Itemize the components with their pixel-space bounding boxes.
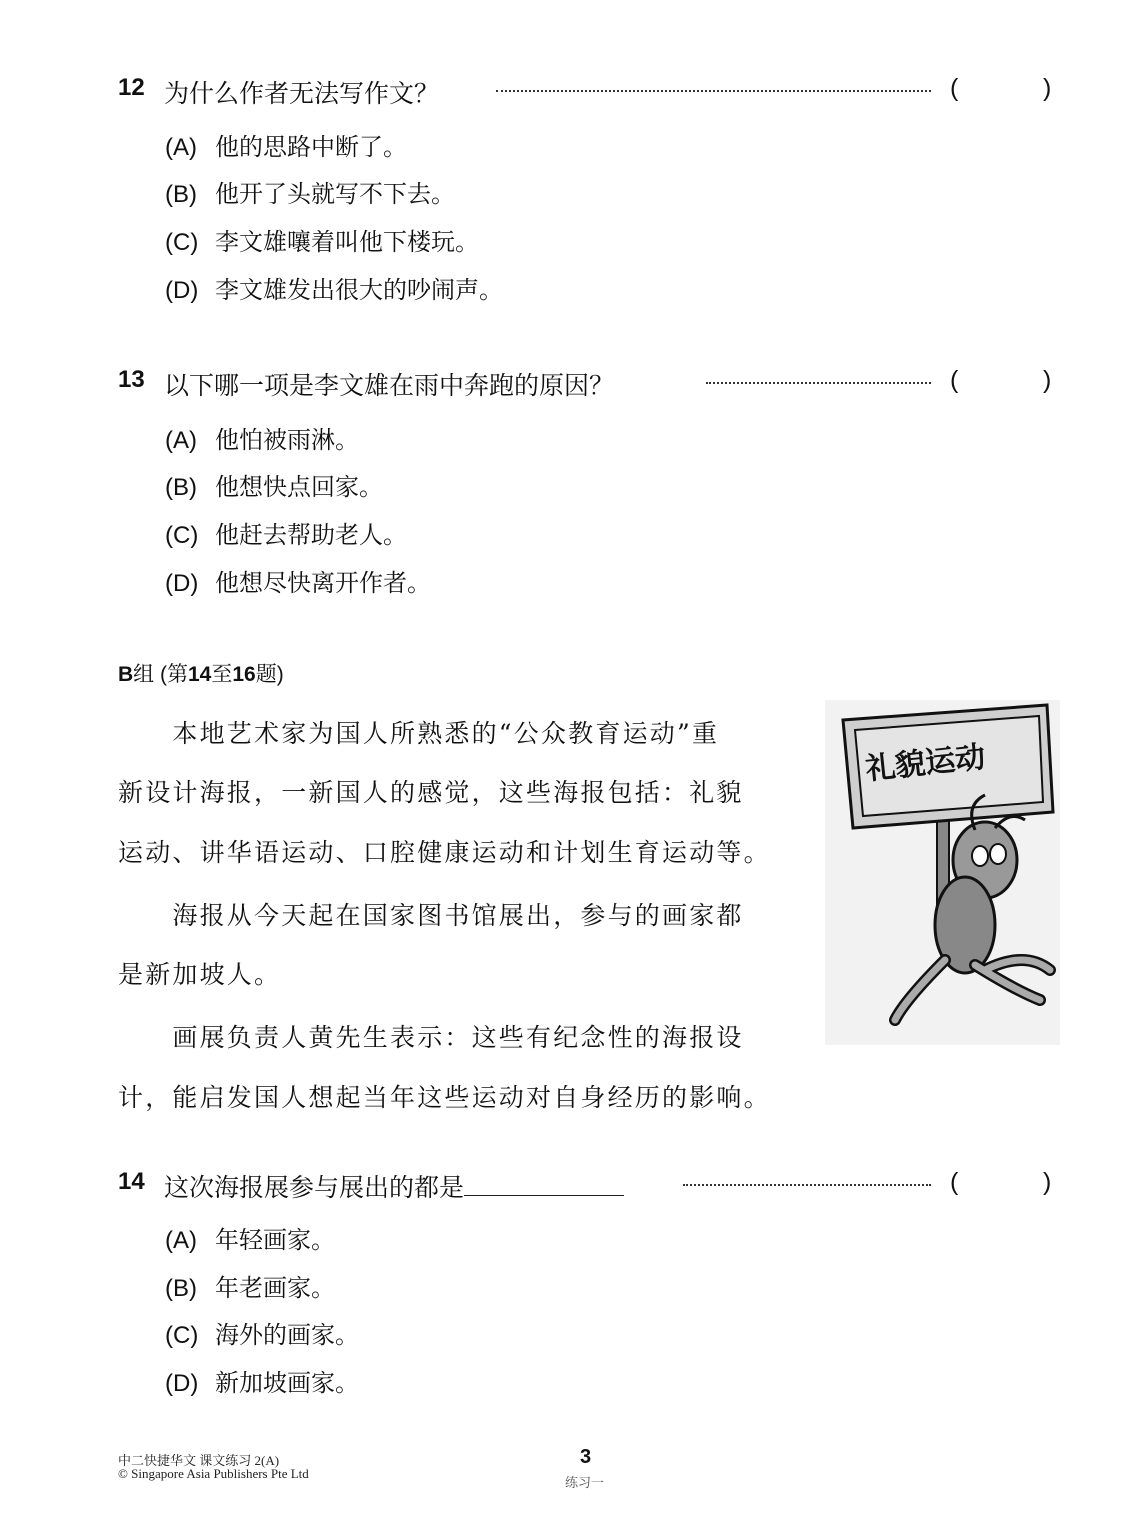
answer-paren-open[interactable]: ( xyxy=(950,1168,959,1196)
option-text: 李文雄嚷着叫他下楼玩。 xyxy=(215,228,479,256)
option-d xyxy=(165,1363,359,1398)
question-text: 以下哪一项是李文雄在雨中奔跑的原因？ xyxy=(164,371,615,400)
dotted-leader xyxy=(683,1184,931,1186)
option-label: (C) xyxy=(165,229,199,256)
option-a xyxy=(165,1220,335,1255)
section-heading xyxy=(118,658,284,688)
question-number: 13 xyxy=(118,366,145,393)
option-b xyxy=(165,467,383,502)
answer-paren-open[interactable]: ( xyxy=(950,366,959,394)
option-label: (C) xyxy=(165,1322,199,1349)
passage-line: 新设计海报，一新国人的感觉，这些海报包括：礼貌 xyxy=(118,778,744,807)
question-number: 14 xyxy=(118,1168,145,1195)
option-c xyxy=(165,1315,359,1350)
option-label: (A) xyxy=(165,1227,197,1254)
option-text: 年老画家。 xyxy=(215,1274,335,1302)
question-13 xyxy=(118,366,1058,406)
answer-paren-open[interactable]: ( xyxy=(950,74,959,102)
option-label: (B) xyxy=(165,474,197,501)
footer-exercise: 练习一 xyxy=(565,1475,605,1490)
question-number: 12 xyxy=(118,74,145,101)
sign-text: 礼貌运动 xyxy=(863,739,987,788)
question-12 xyxy=(118,74,1058,114)
page-number: 3 xyxy=(580,1446,592,1468)
question-text: 为什么作者无法写作文？ xyxy=(164,79,440,108)
option-text: 他的思路中断了。 xyxy=(215,133,407,161)
question-14 xyxy=(118,1168,1058,1208)
option-text: 新加坡画家。 xyxy=(215,1369,359,1397)
option-label: (D) xyxy=(165,570,199,597)
footer-book-title: 中二快捷华文 课文练习 2(A) xyxy=(118,1453,280,1468)
passage-line: 本地艺术家为国人所熟悉的“公众教育运动”重 xyxy=(118,719,720,748)
option-text: 他想尽快离开作者。 xyxy=(215,569,431,597)
option-label: (A) xyxy=(165,134,197,161)
option-text: 他想快点回家。 xyxy=(215,473,383,501)
section-from: 14 xyxy=(188,663,212,686)
option-text: 年轻画家。 xyxy=(215,1226,335,1254)
option-d xyxy=(165,563,431,598)
passage-line: 画展负责人黄先生表示：这些有纪念性的海报设 xyxy=(118,1023,744,1052)
answer-paren-close: ) xyxy=(1043,74,1052,102)
section-group: 组 (第 xyxy=(133,663,188,686)
option-d xyxy=(165,270,503,305)
option-text: 他赶去帮助老人。 xyxy=(215,521,407,549)
section-mid: 至 xyxy=(211,663,233,686)
option-text: 他开了头就写不下去。 xyxy=(215,180,455,208)
ant-with-sign-illustration xyxy=(825,700,1060,1045)
option-b xyxy=(165,1268,335,1303)
option-label: (D) xyxy=(165,1370,199,1397)
passage-line: 是新加坡人。 xyxy=(118,960,282,989)
section-suffix: 题) xyxy=(255,663,284,686)
option-b xyxy=(165,174,455,209)
option-c xyxy=(165,222,479,257)
answer-paren-close: ) xyxy=(1043,1168,1052,1196)
option-text: 海外的画家。 xyxy=(215,1321,359,1349)
answer-paren-close: ) xyxy=(1043,366,1052,394)
fill-in-blank[interactable] xyxy=(464,1173,624,1196)
option-text: 李文雄发出很大的吵闹声。 xyxy=(215,276,503,304)
option-label: (A) xyxy=(165,427,197,454)
passage-line: 运动、讲华语运动、口腔健康运动和计划生育运动等。 xyxy=(118,838,771,867)
footer-copyright: © Singapore Asia Publishers Pte Ltd xyxy=(118,1466,309,1481)
dotted-leader xyxy=(706,382,931,384)
option-label: (D) xyxy=(165,277,199,304)
question-text xyxy=(164,1168,624,1204)
option-label: (B) xyxy=(165,1275,197,1302)
option-label: (B) xyxy=(165,181,197,208)
passage-line: 计，能启发国人想起当年这些运动对自身经历的影响。 xyxy=(118,1083,771,1112)
dotted-leader xyxy=(496,90,931,92)
question-text-content: 这次海报展参与展出的都是 xyxy=(164,1173,465,1202)
option-a xyxy=(165,127,407,162)
option-text: 他怕被雨淋。 xyxy=(215,426,359,454)
option-c xyxy=(165,515,407,550)
section-letter: B xyxy=(118,663,134,686)
option-label: (C) xyxy=(165,522,199,549)
option-a xyxy=(165,420,359,455)
section-to: 16 xyxy=(232,663,256,686)
passage-line: 海报从今天起在国家图书馆展出，参与的画家都 xyxy=(118,901,744,930)
